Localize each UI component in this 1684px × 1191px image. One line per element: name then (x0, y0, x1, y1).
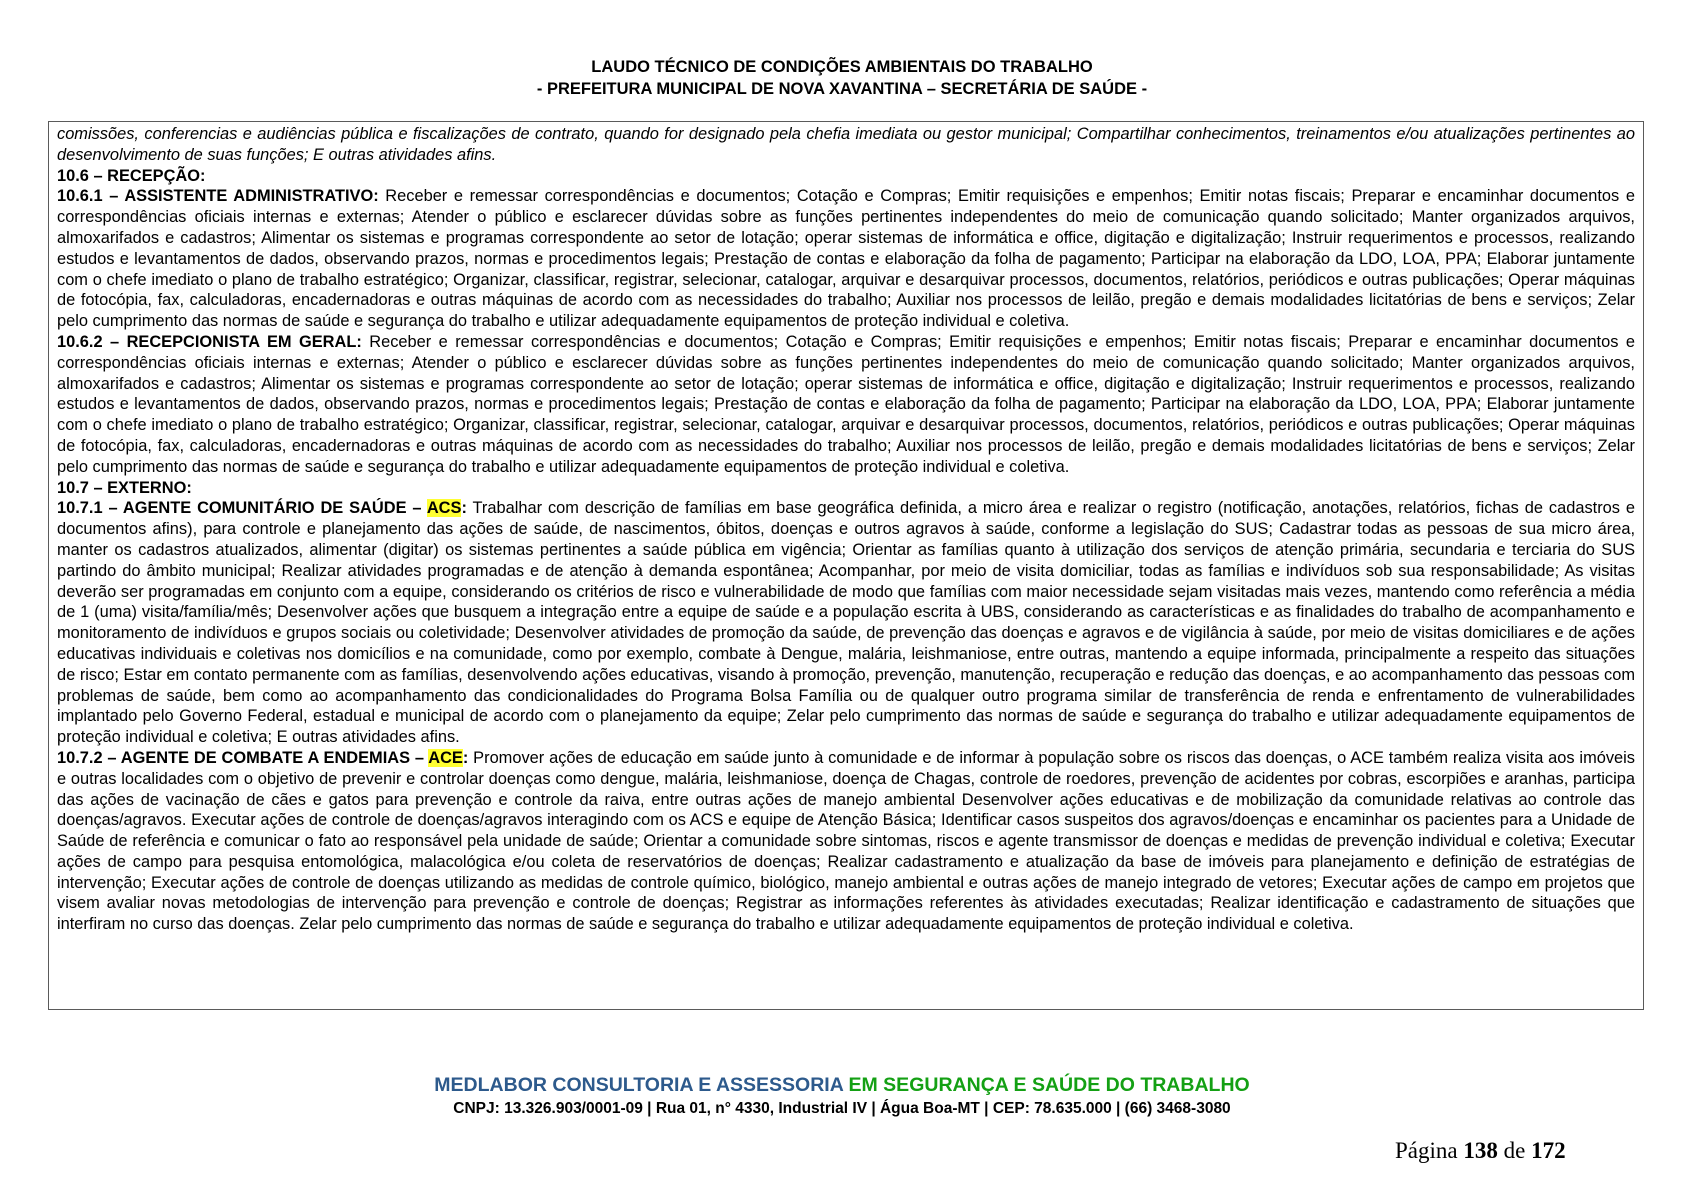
ace-highlight: ACE (428, 748, 463, 767)
section-10-6-1-paragraph (57, 186, 1635, 332)
page-number (1395, 1138, 1635, 1164)
page-label: Página (1395, 1138, 1464, 1163)
document-header (0, 56, 1684, 100)
section-10-7-2-colon: : (462, 748, 469, 767)
section-10-7-2-paragraph (57, 748, 1635, 935)
acs-highlight: ACS (426, 499, 462, 518)
section-10-6-heading: 10.6 – RECEPÇÃO: (57, 166, 206, 185)
document-footer (0, 1073, 1684, 1120)
section-10-6-2-paragraph (57, 332, 1635, 478)
footer-contact: CNPJ: 13.326.903/0001-09 | Rua 01, n° 4330, Industrial IV | Água Boa-MT | CEP: 78.635.000 | (66) 3468-3080 (453, 1100, 1231, 1117)
page-total: 172 (1531, 1138, 1566, 1163)
footer-company-blue: MEDLABOR CONSULTORIA E ASSESSORIA (434, 1074, 844, 1096)
section-10-6-1-text: Receber e remessar correspondências e documentos; Cotação e Compras; Emitir requisições e empenhos; Emitir notas fiscais; Preparar e encaminhar documentos e correspondências oficiais internas e externas; Atender o público e esclarecer dúvidas sobre as funções pertinentes independentes do meio de comunicação quando solicitado; Manter organizados arquivos, almoxarifados e cadastros; Alimentar os sistemas e programas correspondente ao setor de lotação; operar sistemas de informática e office, digitação e digitalização; Instruir requerimentos e processos, realizando estudos e levantamentos de dados, observando prazos, normas e procedimentos legais; Prestação de contas e elaboração da folha de pagamento; Participar na elaboração da LDO, LOA, PPA; Elaborar juntamente com o chefe imediato o plano de trabalho estratégico; Organizar, classificar, registrar, selecionar, catalogar, arquivar e desarquivar processos, documentos, relatórios, periódicos e outras publicações; Operar máquinas de fotocópia, fax, calculadoras, encadernadoras e outras máquinas de acordo com as necessidades do trabalho; Auxiliar nos processos de leilão, pregão e demais modalidades licitatórias de bens e serviços; Zelar pelo cumprimento das normas de saúde e segurança do trabalho e utilizar adequadamente equipamentos de proteção individual e coletiva. (57, 187, 1635, 331)
section-10-6-2-heading: 10.6.2 – RECEPCIONISTA EM GERAL: (57, 332, 362, 351)
page-current: 138 (1463, 1138, 1498, 1163)
section-10-6-1-heading: 10.6.1 – ASSISTENTE ADMINISTRATIVO: (57, 187, 379, 206)
footer-company (0, 1073, 1684, 1097)
footer-company-green: EM SEGURANÇA E SAÚDE DO TRABALHO (843, 1074, 1250, 1096)
section-10-7-heading: 10.7 – EXTERNO: (57, 478, 192, 497)
section-10-7-2-heading: 10.7.2 – AGENTE DE COMBATE A ENDEMIAS – (57, 748, 429, 767)
section-10-7-1-text: Trabalhar com descrição de famílias em base geográfica definida, a micro área e realizar o registro (notificação, anotações, relatórios, fichas de cadastros e documentos afins), para controle e planejamento das ações de saúde, de nascimentos, óbitos, doenças e outros agravos à saúde, conforme a legislação do SUS; Cadastrar todas as pessoas de sua micro área, manter os cadastros atualizados, alimentar (digitar) os sistemas pertinentes a saúde pública em vigência; Orientar as famílias quanto à utilização dos serviços de atenção primária, secundaria e terciaria do SUS partindo do âmbito municipal; Realizar atividades programadas e de atenção à demanda espontânea; Acompanhar, por meio de visita domiciliar, todas as famílias e indivíduos sob sua responsabilidade; As visitas deverão ser programadas em conjunto com a equipe, considerando os critérios de risco e vulnerabilidade de modo que famílias com maior necessidade sejam visitadas mais vezes, mantendo como referência a média de 1 (uma) visita/família/mês; Desenvolver ações que busquem a integração entre a equipe de saúde e a população escrita à UBS, considerando as características e as finalidades do trabalho de acompanhamento e monitoramento de indivíduos e grupos sociais ou coletividade; Desenvolver atividades de promoção da saúde, de prevenção das doenças e agravos e de vigilância à saúde, por meio de visitas domiciliares e de ações educativas individuais e coletivas nos domicílios e na comunidade, como por exemplo, combate à Dengue, malária, leishmaniose, entre outras, mantendo a equipe informada, principalmente a respeito das situações de risco; Estar em contato permanente com as famílias, desenvolvendo ações educativas, visando à promoção, prevenção, manutenção, recuperação e redução das doenças, e ao acompanhamento das pessoas com problemas de saúde, bem como ao acompanhamento das condicionalidades do Programa Bolsa Família ou de qualquer outro programa similar de transferência de renda e enfrentamento de vulnerabilidades implantado pelo Governo Federal, estadual e municipal de acordo com o planejamento da equipe; Zelar pelo cumprimento das normas de saúde e segurança do trabalho e utilizar adequadamente equipamentos de proteção individual e coletiva; E outras atividades afins. (57, 499, 1635, 747)
page-of: de (1497, 1138, 1532, 1163)
content-box (48, 121, 1644, 1010)
section-10-7-1-colon: : (461, 499, 467, 518)
header-title: LAUDO TÉCNICO DE CONDIÇÕES AMBIENTAIS DO TRABALHO (591, 58, 1093, 76)
section-10-7-1-paragraph (57, 498, 1635, 748)
header-subtitle: - PREFEITURA MUNICIPAL DE NOVA XAVANTINA – SECRETÁRIA DE SAÚDE - (536, 80, 1148, 98)
section-10-7-2-text: Promover ações de educação em saúde junto à comunidade e de informar à população sobre os riscos das doenças, o ACE também realiza visita aos imóveis e outras localidades com o objetivo de prevenir e controlar doenças como dengue, malária, leishmaniose, doença de Chagas, controle de roedores, prevenção de acidentes por cobras, escorpiões e aranhas, participa das ações de vacinação de cães e gatos para prevenção e controle da raiva, entre outras ações de manejo ambiental Desenvolver ações educativas e de mobilização da comunidade relativas ao controle das doenças/agravos. Executar ações de controle de doenças/agravos interagindo com os ACS e equipe de Atenção Básica; Identificar casos suspeitos dos agravos/doenças e encaminhar os pacientes para a Unidade de Saúde de referência e comunicar o fato ao responsável pela unidade de saúde; Orientar a comunidade sobre sintomas, riscos e agente transmissor de doenças e medidas de prevenção individual e coletiva; Executar ações de campo para pesquisa entomológica, malacológica e/ou coleta de reservatórios de doenças; Realizar cadastramento e atualização da base de imóveis para planejamento e definição de estratégias de intervenção; Executar ações de controle de doenças utilizando as medidas de controle químico, biológico, manejo ambiental e outras ações de manejo integrado de vetores; Executar ações de campo em projetos que visem avaliar novas metodologias de intervenção para prevenção e controle de doenças; Registrar as informações referentes às atividades executadas; Realizar identificação e cadastramento de situações que interfiram no curso das doenças. Zelar pelo cumprimento das normas de saúde e segurança do trabalho e utilizar adequadamente equipamentos de proteção individual e coletiva. (57, 748, 1635, 934)
section-10-7-1-heading: 10.7.1 – AGENTE COMUNITÁRIO DE SAÚDE – (57, 499, 427, 518)
section-10-6-2-text: Receber e remessar correspondências e documentos; Cotação e Compras; Emitir requisições e empenhos; Emitir notas fiscais; Preparar e encaminhar documentos e correspondências oficiais internas e externas; Atender o público e esclarecer dúvidas sobre as funções pertinentes independentes do meio de comunicação quando solicitado; Manter organizados arquivos, almoxarifados e cadastros; Alimentar os sistemas e programas correspondente ao setor de lotação; operar sistemas de informática e office, digitação e digitalização; Instruir requerimentos e processos, realizando estudos e levantamentos de dados, observando prazos, normas e procedimentos legais; Prestação de contas e elaboração da folha de pagamento; Participar na elaboração da LDO, LOA, PPA; Elaborar juntamente com o chefe imediato o plano de trabalho estratégico; Organizar, classificar, registrar, selecionar, catalogar, arquivar e desarquivar processos, documentos, relatórios, periódicos e outras publicações; Operar máquinas de fotocópia, fax, calculadoras, encadernadoras e outras máquinas de acordo com as necessidades do trabalho; Auxiliar nos processos de leilão, pregão e demais modalidades licitatórias de bens e serviços; Zelar pelo cumprimento das normas de saúde e segurança do trabalho e utilizar adequadamente equipamentos de proteção individual e coletiva. (57, 332, 1635, 476)
intro-paragraph: comissões, conferencias e audiências pública e fiscalizações de contrato, quando for designado pela chefia imediata ou gestor municipal; Compartilhar conhecimentos, treinamentos e/ou atualizações pertinentes ao desenvolvimento de suas funções; E outras atividades afins. (57, 125, 1635, 164)
